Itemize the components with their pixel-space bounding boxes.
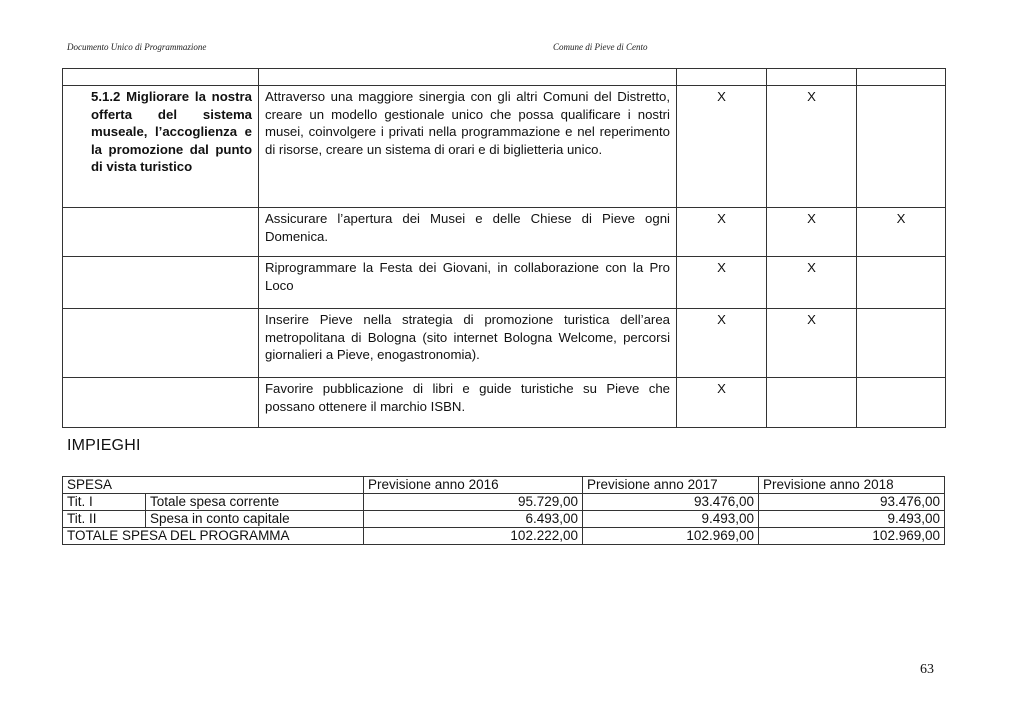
value-2018: 9.493,00 [759, 511, 945, 528]
goal-cell [63, 378, 259, 428]
mark-cell: X [677, 86, 767, 208]
mark-cell: X [767, 86, 857, 208]
value-2016: 95.729,00 [364, 494, 583, 511]
title-code: Tit. II [63, 511, 146, 528]
mark-cell [857, 257, 946, 309]
title-code: Tit. I [63, 494, 146, 511]
total-2016: 102.222,00 [364, 528, 583, 545]
column-header-2018: Previsione anno 2018 [759, 477, 945, 494]
value-2017: 93.476,00 [583, 494, 759, 511]
mark-cell: X [677, 257, 767, 309]
page-number: 63 [920, 662, 934, 677]
total-2017: 102.969,00 [583, 528, 759, 545]
expense-description: Spesa in conto capitale [146, 511, 364, 528]
action-cell: Inserire Pieve nella strategia di promozione turistica dell’area metropolitana di Bologna (sito internet Bologna Welcome, percorsi giornalieri a Pieve, enogastronomia). [259, 309, 677, 378]
document-header-municipality: Comune di Pieve di Cento [553, 42, 648, 52]
goal-cell [63, 257, 259, 309]
goal-cell [63, 208, 259, 257]
mark-cell: X [677, 378, 767, 428]
document-header-title: Documento Unico di Programmazione [67, 42, 207, 52]
expense-description: Totale spesa corrente [146, 494, 364, 511]
value-2016: 6.493,00 [364, 511, 583, 528]
goal-cell: 5.1.2 Migliorare la nostra offerta del sistema museale, l’accoglienza e la promozione dal punto di vista turistico [63, 86, 259, 208]
mark-cell: X [767, 257, 857, 309]
column-header-2016: Previsione anno 2016 [364, 477, 583, 494]
table-header-row [63, 69, 946, 86]
value-2017: 9.493,00 [583, 511, 759, 528]
mark-cell [857, 378, 946, 428]
table-row [63, 208, 946, 257]
expenditure-table [62, 476, 945, 545]
total-label: TOTALE SPESA DEL PROGRAMMA [63, 528, 364, 545]
total-row [63, 528, 945, 545]
mark-cell: X [767, 309, 857, 378]
action-cell: Favorire pubblicazione di libri e guide turistiche su Pieve che possano ottenere il marchio ISBN. [259, 378, 677, 428]
table-row [63, 257, 946, 309]
table-row [63, 309, 946, 378]
mark-cell: X [677, 208, 767, 257]
action-cell: Assicurare l’apertura dei Musei e delle Chiese di Pieve ogni Domenica. [259, 208, 677, 257]
mark-cell: X [677, 309, 767, 378]
mark-cell [767, 378, 857, 428]
mark-cell [857, 309, 946, 378]
goal-cell [63, 309, 259, 378]
mark-cell [857, 86, 946, 208]
table-row [63, 494, 945, 511]
column-header-2017: Previsione anno 2017 [583, 477, 759, 494]
action-cell: Riprogrammare la Festa dei Giovani, in collaborazione con la Pro Loco [259, 257, 677, 309]
mark-cell: X [767, 208, 857, 257]
expenditure-header-row [63, 477, 945, 494]
action-cell: Attraverso una maggiore sinergia con gli altri Comuni del Distretto, creare un modello gestionale unico che possa qualificare i nostri musei, coinvolgere i privati nella programmazione e nel reperimento di risorse, creare un sistema di orari e di biglietteria unico. [259, 86, 677, 208]
total-2018: 102.969,00 [759, 528, 945, 545]
value-2018: 93.476,00 [759, 494, 945, 511]
column-header-spesa: SPESA [63, 477, 364, 494]
mark-cell: X [857, 208, 946, 257]
table-row [63, 511, 945, 528]
objectives-table [62, 68, 946, 428]
table-row [63, 378, 946, 428]
section-title-impieghi: IMPIEGHI [67, 437, 141, 454]
table-row [63, 86, 946, 208]
